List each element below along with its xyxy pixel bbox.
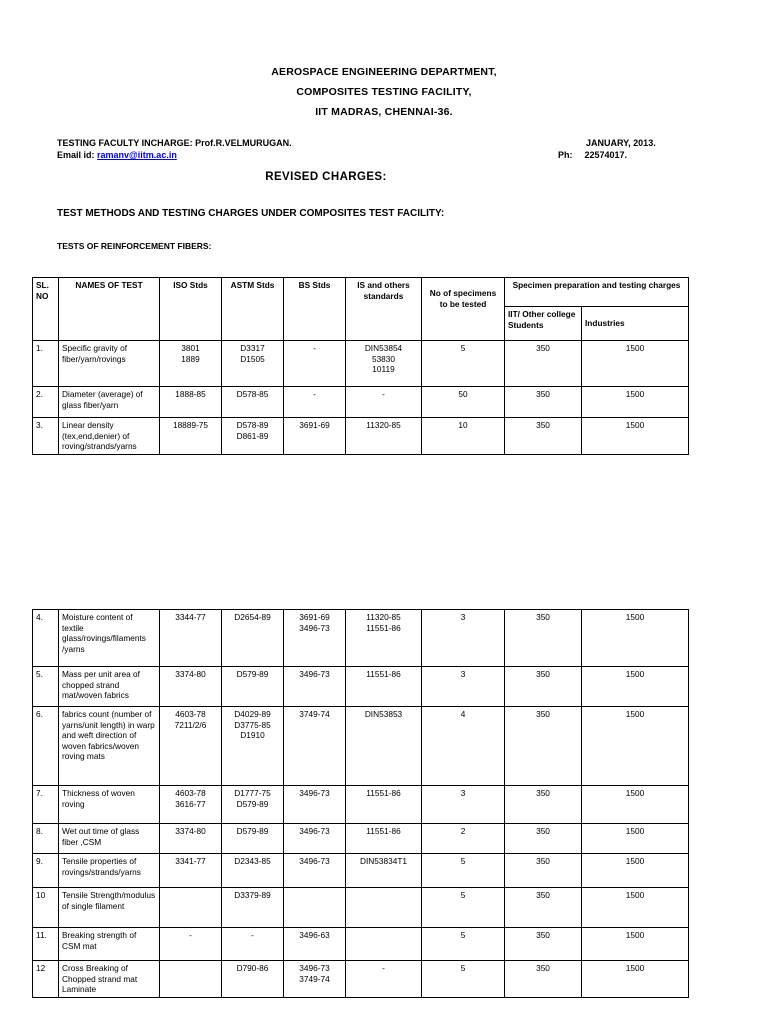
cell-astm: D1777-75 D579-89 [222, 786, 284, 824]
cell-iso: 3374-80 [160, 667, 222, 707]
cell-specimens: 50 [422, 387, 505, 418]
cell-test-name: Tensile properties of rovings/strands/yarns [59, 854, 160, 888]
cell-is-others: DIN53854 53830 10119 [346, 341, 422, 387]
cell-is-others [346, 888, 422, 928]
cell-bs [284, 888, 346, 928]
cell-iso: 3341-77 [160, 854, 222, 888]
col-bs: BS Stds [284, 278, 346, 341]
table-row [33, 854, 689, 888]
cell-industry-charge: 1500 [582, 667, 689, 707]
cell-astm: - [222, 928, 284, 961]
cell-astm: D4029-89 D3775-85 D1910 [222, 707, 284, 786]
cell-iit-charge: 350 [505, 824, 582, 854]
table-row [33, 341, 689, 387]
cell-test-name: Mass per unit area of chopped strand mat/woven fabrics [59, 667, 160, 707]
cell-is-others [346, 928, 422, 961]
charges-table-part-2 [32, 609, 689, 998]
cell-sl-no: 5. [33, 667, 59, 707]
col-charges-group: Specimen preparation and testing charges [505, 278, 689, 307]
cell-specimens: 3 [422, 667, 505, 707]
table-row [33, 961, 689, 998]
cell-specimens: 4 [422, 707, 505, 786]
cell-is-others: 11320-85 [346, 418, 422, 455]
cell-bs: 3496-73 [284, 667, 346, 707]
cell-specimens: 10 [422, 418, 505, 455]
cell-bs: 3496-63 [284, 928, 346, 961]
cell-test-name: Thickness of woven roving [59, 786, 160, 824]
cell-astm: D579-89 [222, 824, 284, 854]
cell-iso: 3344-77 [160, 610, 222, 667]
cell-iit-charge: 350 [505, 610, 582, 667]
cell-bs: 3496-73 [284, 786, 346, 824]
cell-sl-no: 2. [33, 387, 59, 418]
cell-sl-no: 1. [33, 341, 59, 387]
cell-astm: D2343-85 [222, 854, 284, 888]
cell-iit-charge: 350 [505, 928, 582, 961]
cell-test-name: Tensile Strength/modulus of single filament [59, 888, 160, 928]
cell-astm: D579-89 [222, 667, 284, 707]
cell-is-others: - [346, 387, 422, 418]
table-row [33, 667, 689, 707]
cell-test-name: Diameter (average) of glass fiber/yarn [59, 387, 160, 418]
cell-iit-charge: 350 [505, 418, 582, 455]
date-block [558, 137, 656, 161]
cell-bs: 3496-73 [284, 824, 346, 854]
email-link[interactable]: ramanv@iitm.ac.in [97, 150, 177, 160]
header-line-3: IIT MADRAS, CHENNAI-36. [315, 106, 453, 118]
cell-astm: D2654-89 [222, 610, 284, 667]
header-line-1: AEROSPACE ENGINEERING DEPARTMENT, [271, 66, 497, 78]
cell-sl-no: 3. [33, 418, 59, 455]
cell-iit-charge: 350 [505, 786, 582, 824]
cell-sl-no: 9. [33, 854, 59, 888]
table-row [33, 387, 689, 418]
cell-test-name: Wet out time of glass fiber ,CSM [59, 824, 160, 854]
cell-iit-charge: 350 [505, 667, 582, 707]
cell-is-others: 11320-85 11551-86 [346, 610, 422, 667]
faculty-block [57, 137, 292, 161]
table-row [33, 707, 689, 786]
cell-test-name: Cross Breaking of Chopped strand mat Laminate [59, 961, 160, 998]
cell-iso [160, 888, 222, 928]
cell-sl-no: 10 [33, 888, 59, 928]
cell-sl-no: 12 [33, 961, 59, 998]
col-test-name: NAMES OF TEST [59, 278, 160, 341]
charges-table-part-1 [32, 277, 689, 455]
cell-test-name: fabrics count (number of yarns/unit length) in warp and weft direction of woven fabrics/woven roving mats [59, 707, 160, 786]
cell-industry-charge: 1500 [582, 610, 689, 667]
cell-iit-charge: 350 [505, 341, 582, 387]
cell-test-name: Moisture content of textile glass/rovings/filaments /yarns [59, 610, 160, 667]
phone-label: Ph: [558, 150, 573, 160]
cell-specimens: 5 [422, 961, 505, 998]
cell-is-others: DIN53853 [346, 707, 422, 786]
cell-bs: - [284, 387, 346, 418]
cell-bs: 3496-73 [284, 854, 346, 888]
col-is-others: IS and others standards [346, 278, 422, 341]
cell-industry-charge: 1500 [582, 341, 689, 387]
cell-industry-charge: 1500 [582, 961, 689, 998]
cell-iso: 4603-78 3616-77 [160, 786, 222, 824]
cell-sl-no: 6. [33, 707, 59, 786]
cell-iit-charge: 350 [505, 707, 582, 786]
cell-industry-charge: 1500 [582, 824, 689, 854]
cell-industry-charge: 1500 [582, 707, 689, 786]
cell-astm: D578-89 D861-89 [222, 418, 284, 455]
table-row [33, 888, 689, 928]
table-row [33, 418, 689, 455]
revised-charges-title: REVISED CHARGES: [265, 171, 387, 183]
col-iso: ISO Stds [160, 278, 222, 341]
table-row [33, 610, 689, 667]
cell-iso: - [160, 928, 222, 961]
cell-is-others: DIN53834T1 [346, 854, 422, 888]
cell-astm: D3379-89 [222, 888, 284, 928]
cell-astm: D790-86 [222, 961, 284, 998]
cell-test-name: Breaking strength of CSM mat [59, 928, 160, 961]
col-iit-students: IIT/ Other college Students [505, 307, 582, 341]
section-title: TESTS OF REINFORCEMENT FIBERS: [57, 241, 212, 251]
phone-line [558, 149, 656, 161]
cell-iso: 4603-78 7211/2/6 [160, 707, 222, 786]
cell-iit-charge: 350 [505, 387, 582, 418]
table-row [33, 786, 689, 824]
cell-is-others: 11551-86 [346, 786, 422, 824]
cell-bs: 3691-69 [284, 418, 346, 455]
cell-iso: 18889-75 [160, 418, 222, 455]
cell-iit-charge: 350 [505, 888, 582, 928]
cell-specimens: 3 [422, 786, 505, 824]
cell-specimens: 5 [422, 854, 505, 888]
col-industries: Industries [582, 307, 689, 341]
cell-industry-charge: 1500 [582, 888, 689, 928]
cell-specimens: 5 [422, 888, 505, 928]
cell-bs: 3496-73 3749-74 [284, 961, 346, 998]
cell-astm: D3317 D1505 [222, 341, 284, 387]
cell-bs: 3749-74 [284, 707, 346, 786]
cell-sl-no: 7. [33, 786, 59, 824]
cell-industry-charge: 1500 [582, 854, 689, 888]
cell-iso [160, 961, 222, 998]
faculty-incharge: TESTING FACULTY INCHARGE: Prof.R.VELMURUGAN. [57, 138, 292, 148]
cell-sl-no: 8. [33, 824, 59, 854]
table-row [33, 928, 689, 961]
cell-specimens: 2 [422, 824, 505, 854]
cell-is-others: 11551-86 [346, 667, 422, 707]
cell-bs: 3691-69 3496-73 [284, 610, 346, 667]
cell-bs: - [284, 341, 346, 387]
cell-specimens: 5 [422, 928, 505, 961]
document-date: JANUARY, 2013. [586, 138, 656, 148]
header-line-2: COMPOSITES TESTING FACILITY, [296, 86, 472, 98]
cell-test-name: Specific gravity of fiber/yarn/rovings [59, 341, 160, 387]
cell-iso: 1888-85 [160, 387, 222, 418]
cell-sl-no: 4. [33, 610, 59, 667]
cell-is-others: 11551-86 [346, 824, 422, 854]
cell-specimens: 5 [422, 341, 505, 387]
cell-is-others: - [346, 961, 422, 998]
cell-test-name: Linear density (tex,end,denier) of roving/strands/yarns [59, 418, 160, 455]
cell-sl-no: 11. [33, 928, 59, 961]
cell-astm: D578-85 [222, 387, 284, 418]
email-line [57, 149, 292, 161]
cell-industry-charge: 1500 [582, 387, 689, 418]
email-label: Email id: [57, 150, 98, 160]
cell-iso: 3374-80 [160, 824, 222, 854]
cell-industry-charge: 1500 [582, 786, 689, 824]
test-methods-subtitle: TEST METHODS AND TESTING CHARGES UNDER COMPOSITES TEST FACILITY: [57, 208, 445, 219]
cell-iso: 3801 1889 [160, 341, 222, 387]
col-sl-no: SL. NO [33, 278, 59, 341]
col-astm: ASTM Stds [222, 278, 284, 341]
cell-industry-charge: 1500 [582, 928, 689, 961]
cell-industry-charge: 1500 [582, 418, 689, 455]
phone-number: 22574017. [584, 150, 628, 160]
cell-iit-charge: 350 [505, 961, 582, 998]
col-specimens: No of specimens to be tested [422, 278, 505, 341]
cell-specimens: 3 [422, 610, 505, 667]
cell-iit-charge: 350 [505, 854, 582, 888]
table-row [33, 824, 689, 854]
